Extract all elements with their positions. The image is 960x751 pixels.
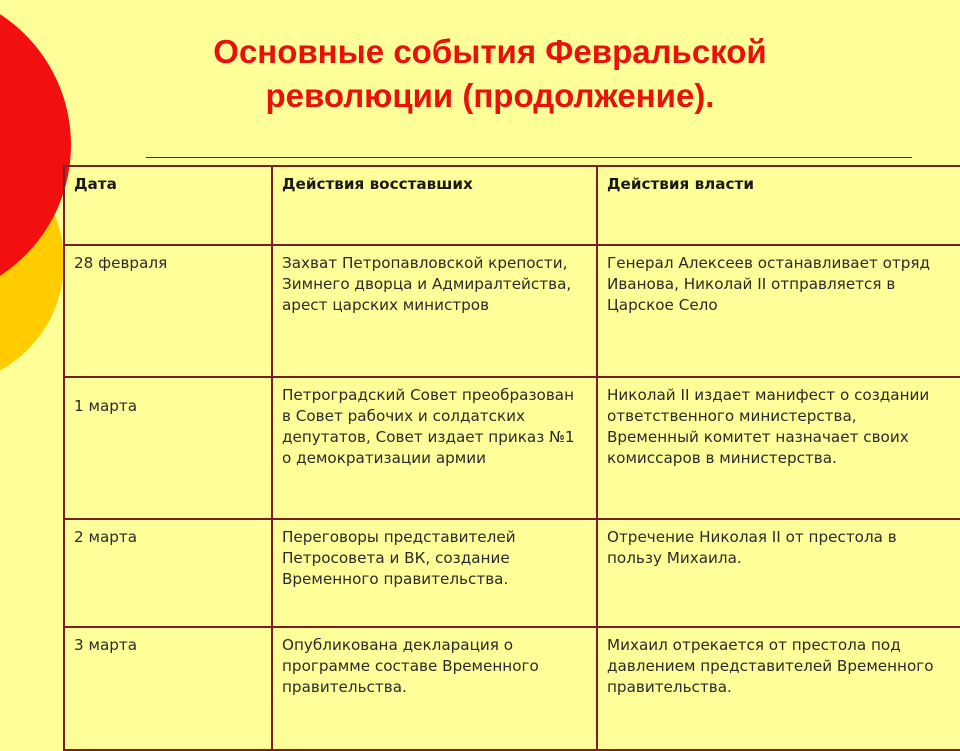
header-government-actions: Действия власти	[597, 166, 960, 245]
cell-date: 28 февраля	[64, 245, 272, 377]
slide-title-line-1: Основные события Февральской	[213, 33, 767, 70]
events-table	[63, 165, 960, 751]
cell-rebels-actions: Опубликована декларация о программе составе Временного правительства.	[272, 627, 597, 750]
cell-government-actions: Михаил отрекается от престола под давлением представителей Временного правительства.	[597, 627, 960, 750]
table-row	[64, 245, 960, 377]
title-divider	[146, 157, 912, 158]
cell-date: 3 марта	[64, 627, 272, 750]
cell-rebels-actions: Петроградский Совет преобразован в Совет рабочих и солдатских депутатов, Совет издает приказ №1 о демократизации армии	[272, 377, 597, 519]
slide-title-line-2: революции (продолжение).	[265, 77, 715, 114]
cell-government-actions: Отречение Николая II от престола в пользу Михаила.	[597, 519, 960, 627]
table-header-row	[64, 166, 960, 245]
table-row	[64, 627, 960, 750]
cell-date: 2 марта	[64, 519, 272, 627]
cell-rebels-actions: Захват Петропавловской крепости, Зимнего дворца и Адмиралтейства, арест царских министров	[272, 245, 597, 377]
red-circle-decoration	[0, 0, 71, 301]
header-date: Дата	[64, 166, 272, 245]
orange-circle-decoration	[0, 138, 64, 386]
table-row	[64, 519, 960, 627]
table-row	[64, 377, 960, 519]
cell-rebels-actions: Переговоры представителей Петросовета и ВК, создание Временного правительства.	[272, 519, 597, 627]
cell-date: 1 марта	[64, 377, 272, 519]
header-rebels-actions: Действия восставших	[272, 166, 597, 245]
cell-government-actions: Генерал Алексеев останавливает отряд Иванова, Николай II отправляется в Царское Село	[597, 245, 960, 377]
slide-title	[120, 30, 860, 118]
cell-government-actions: Николай II издает манифест о создании ответственного министерства, Временный комитет назначает своих комиссаров в министерства.	[597, 377, 960, 519]
